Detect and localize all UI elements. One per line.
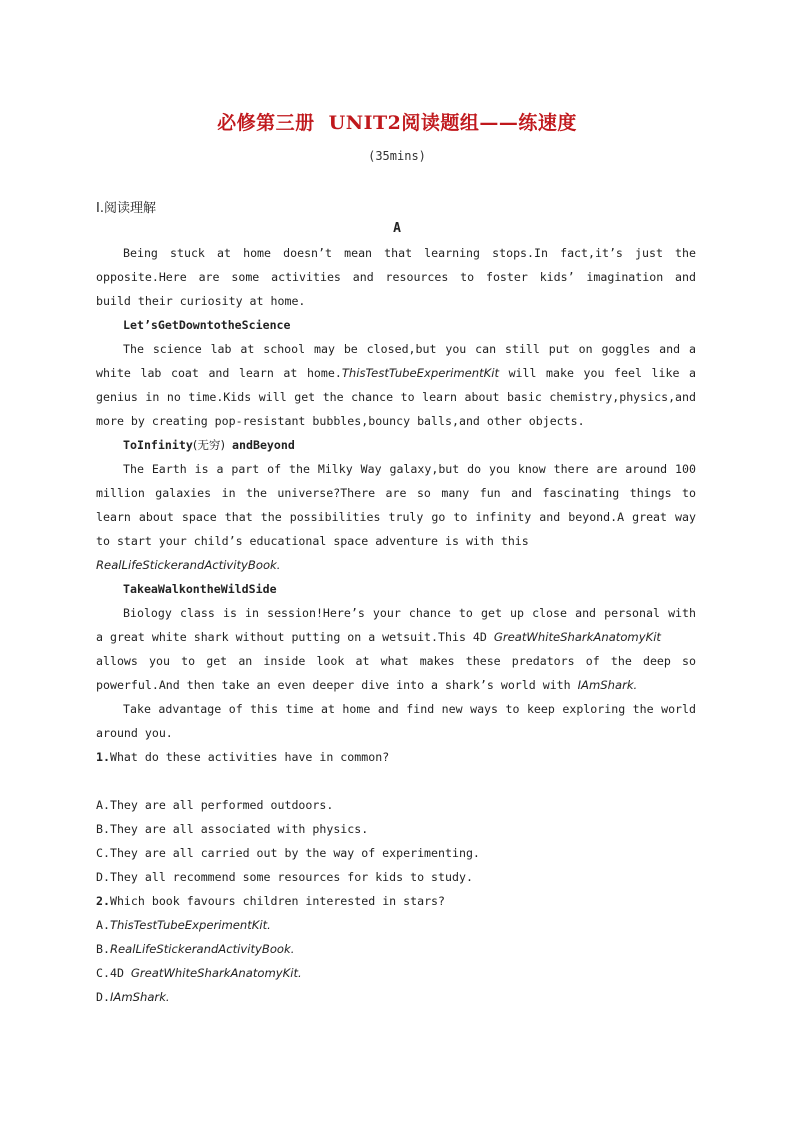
passage-line: white lab coat and learn at home.ThisTestTubeExperimentKit will make you feel like a — [96, 366, 696, 380]
passage-line: million galaxies in the universe?There are so many fun and fascinating things to — [96, 486, 696, 500]
product-title: RealLifeStickerandActivityBook. — [96, 558, 281, 572]
passage-line: opposite.Here are some activities and resources to foster kids’ imagination and — [96, 270, 696, 284]
passage-line: Being stuck at home doesn’t mean that learning stops.In fact,it’s just the — [123, 246, 696, 260]
passage-line: to start your child’s educational space adventure is with this — [96, 534, 529, 548]
option-a: A.They are all performed outdoors. — [96, 798, 334, 812]
passage-line: more by creating pop-resistant bubbles,bouncy balls,and other objects. — [96, 414, 585, 428]
passage-body — [96, 241, 696, 1009]
passage-line: powerful.And then take an even deeper dive into a shark’s world with IAmShark. — [96, 678, 638, 692]
passage-line: a great white shark without putting on a wetsuit.This 4D GreatWhiteSharkAnatomyKit — [96, 630, 661, 644]
product-title: ThisTestTubeExperimentKit — [341, 366, 500, 380]
option-b: B.RealLifeStickerandActivityBook. — [96, 942, 295, 956]
title-unit: UNIT2阅读题组——练速度 — [328, 112, 577, 134]
passage-line: Biology class is in session!Here’s your chance to get up close and personal with — [123, 606, 696, 620]
option-b: B.They are all associated with physics. — [96, 822, 369, 836]
option-d: D.IAmShark. — [96, 990, 170, 1004]
passage-line: allows you to get an inside look at what makes these predators of the deep so — [96, 654, 696, 668]
passage-line: learn about space that the possibilities truly go to infinity and beyond.A great way — [96, 510, 696, 524]
passage-line: build their curiosity at home. — [96, 294, 306, 308]
passage-label: A — [393, 221, 401, 236]
passage-line: around you. — [96, 726, 173, 740]
passage-line: The Earth is a part of the Milky Way galaxy,but do you know there are around 100 — [123, 462, 696, 476]
title-book: 必修第三册 — [217, 112, 315, 134]
passage-line: The science lab at school may be closed,but you can still put on goggles and a — [123, 342, 696, 356]
question-1 — [96, 745, 696, 769]
option-a: A.ThisTestTubeExperimentKit. — [96, 918, 271, 932]
passage-line: Take advantage of this time at home and find new ways to keep exploring the world — [123, 702, 696, 716]
section-heading: Ⅰ.阅读理解 — [96, 201, 156, 216]
option-d: D.They all recommend some resources for kids to study. — [96, 870, 473, 884]
passage-line: genius in no time.Kids will get the chance to learn about basic chemistry,physics,and — [96, 390, 696, 404]
subheading-science: Let’sGetDowntotheScience — [123, 318, 291, 332]
question-number: 1. — [96, 750, 110, 764]
page-title — [0, 108, 794, 135]
subheading-infinity: ToInfinity(无穷) andBeyond — [123, 438, 295, 452]
question-text: What do these activities have in common? — [109, 750, 390, 764]
option-c: C.They are all carried out by the way of experimenting. — [96, 846, 480, 860]
question-number: 2. — [96, 894, 110, 908]
option-c: C.4D GreatWhiteSharkAnatomyKit. — [96, 966, 302, 980]
time-limit: (35mins) — [368, 149, 426, 163]
question-2 — [96, 889, 696, 913]
product-title: IAmShark. — [577, 678, 638, 692]
product-title: GreatWhiteSharkAnatomyKit — [493, 630, 661, 644]
subheading-wild-side: TakeaWalkontheWildSide — [123, 582, 277, 596]
question-text: Which book favours children interested in stars? — [109, 894, 446, 908]
